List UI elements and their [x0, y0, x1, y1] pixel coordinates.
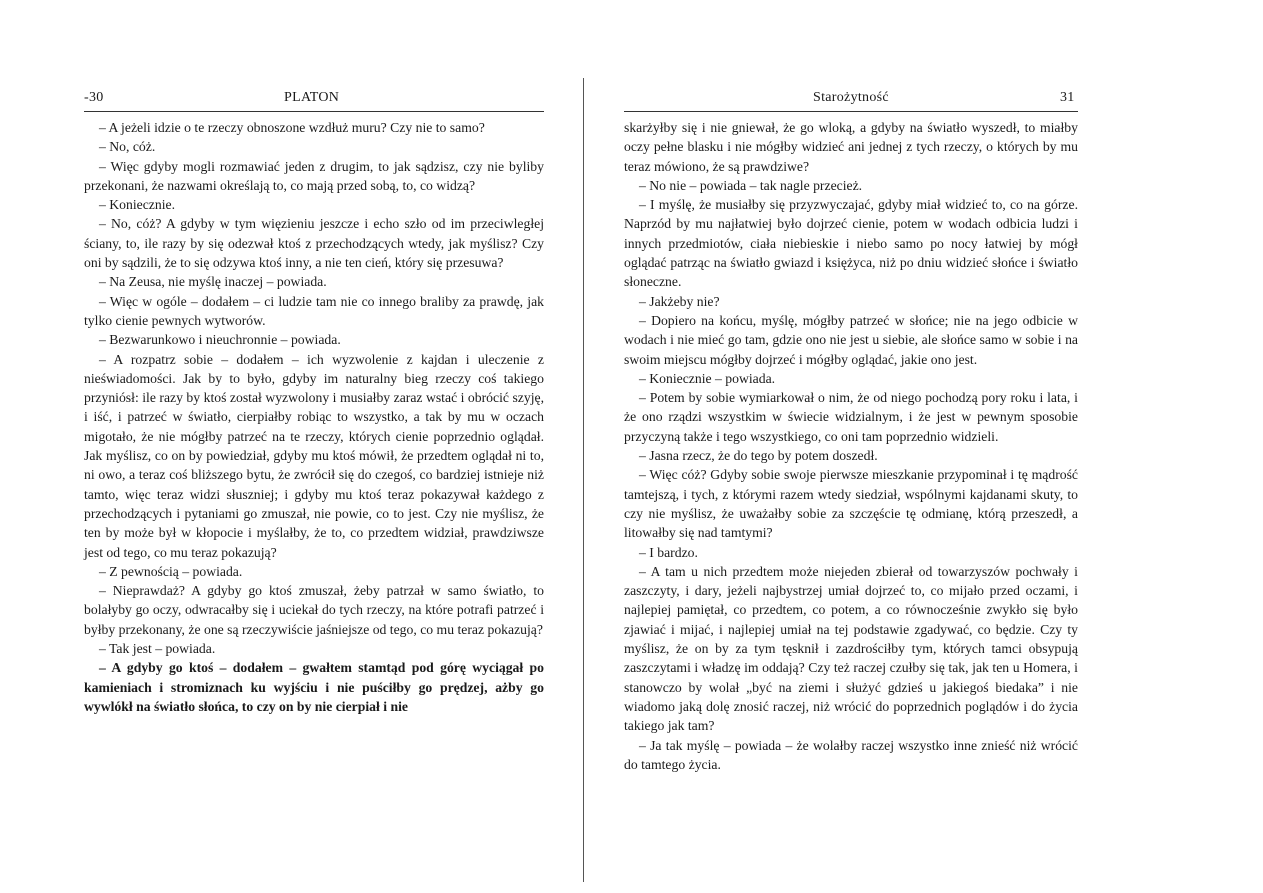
running-head-right: Starożytność	[813, 90, 889, 105]
paragraph: – No nie – powiada – tak nagle przecież.	[639, 177, 863, 193]
book-gutter	[583, 78, 584, 882]
paragraph: skarżyłby się i nie gniewał, że go wloką, a gdyby na światło wyszedł, to miałby oczy pełne blasku i nie mógłby widzieć ani jednej z tych rzeczy, o których by mu teraz mówiono, że są prawdziwe?	[624, 120, 1078, 174]
paragraph: – Nieprawdaż? A gdyby go ktoś zmuszał, żeby patrzał w samo światło, to bolałyby go oczy, odwracałby się i uciekał do tych rzeczy, na które potrafi patrzeć i byłby przekonany, że one są rzeczywiście jaśniejsze od tego, co mu teraz pokazują?	[84, 583, 544, 637]
left-page-text	[84, 118, 544, 716]
paragraph: – Bezwarunkowo i nieuchronnie – powiada.	[99, 332, 341, 348]
paragraph: – Więc w ogóle – dodałem – ci ludzie tam nie co innego braliby za prawdę, jak tylko cienie pewnych wytworów.	[84, 293, 544, 328]
paragraph: – Jakżeby nie?	[639, 293, 720, 309]
paragraph: – Potem by sobie wymiarkował o nim, że od niego pochodzą pory roku i lata, i że ono rządzi wszystkim w świecie widzialnym, i że jest w pewnym sposobie przyczyną także i tego wszystkiego, co oni tam poprzednio widzieli.	[624, 390, 1078, 444]
paragraph: – Więc gdyby mogli rozmawiać jeden z drugim, to jak sądzisz, czy nie byliby przekonani, że nazwami określają to, co mają przed sobą, to, co widzą?	[84, 158, 544, 193]
right-page-text	[624, 118, 1078, 774]
paragraph: – No, cóż.	[99, 139, 156, 155]
paragraph: – Z pewnością – powiada.	[99, 563, 243, 579]
paragraph: – I myślę, że musiałby się przyzwyczajać, gdyby miał widzieć to, co na górze. Naprzód by mu najłatwiej było dojrzeć cienie, potem w wodach odbicia ludzi i innych przedmiotów, ciała niebieskie i niebo samo po nocy łatwiej by mógł oglądać patrząc na światło gwiazd i księżyca, niż po dniu widzieć słońce i światło słoneczne.	[624, 197, 1078, 290]
header-rule-left	[84, 111, 544, 112]
header-rule-right	[624, 111, 1078, 112]
paragraph: – Jasna rzecz, że do tego by potem doszedł.	[639, 448, 878, 464]
paragraph: – No, cóż? A gdyby w tym więzieniu jeszcze i echo szło od im przeciwległej ściany, to, ile razy by się odezwał ktoś z przechodzących wtedy, jak myślisz? Czy oni by sądzili, że to się odzywa ktoś inny, a nie ten cień, który się przesuwa?	[84, 216, 544, 271]
paragraph: – A tam u nich przedtem może niejeden zbierał od towarzyszów pochwały i zaszczyty, i dary, jeżeli najbystrzej umiał dojrzeć to, co mijało przed oczami, i najlepiej pamiętał, co przedtem, co potem, a co równocześnie zwykło się było zjawiać i mijać, i najlepiej umiał na tej podstawie zgadywać, co będzie. Czy ty myślisz, że on by za tym tęsknił i zazdrościłby tym, których tamci obsypują zaszczytami i władzę im oddają? Czy też raczej czułby się tak, jak ten u Homera, i stanowczo by wolał „być na ziemi i służyć gdzieś u jakiegoś biedaka” i nie wiadomo jaką dolę znosić raczej, niż wrócić do poprzednich poglądów i do życia takiego jak tam?	[624, 563, 1078, 734]
paragraph: – Więc cóż? Gdyby sobie swoje pierwsze mieszkanie przypominał i tę mądrość tamtejszą, i tych, z którymi razem wtedy siedział, wspólnymi kajdanami skuty, to czy nie myślisz, że uważałby sobie za szczęście tę odmianę, którą przeszedł, a litowałby się nad tamtymi?	[624, 467, 1078, 541]
paragraph: – I bardzo.	[639, 544, 698, 560]
paragraph: – Dopiero na końcu, myślę, mógłby patrzeć w słońce; nie na jego odbicie w wodach i nie mieć go tam, gdzie ono nie jest u siebie, ale słońce samo w sobie i na swoim miejscu mógłby dojrzeć i mógłby oglądać, jakie ono jest.	[624, 312, 1078, 367]
paragraph: – Ja tak myślę – powiada – że wolałby raczej wszystko inne znieść niż wrócić do tamtego życia.	[624, 737, 1078, 772]
paragraph: – Koniecznie – powiada.	[639, 370, 776, 386]
paragraph: – Na Zeusa, nie myślę inaczej – powiada.	[99, 274, 327, 290]
paragraph: – A jeżeli idzie o te rzeczy obnoszone wzdłuż muru? Czy nie to samo?	[99, 120, 485, 135]
page-number-left: -30	[84, 90, 104, 105]
paragraph: – Tak jest – powiada.	[99, 641, 216, 657]
page-number-right: 31	[1060, 90, 1075, 105]
running-head-left: PLATON	[284, 90, 340, 105]
paragraph: – A rozpatrz sobie – dodałem – ich wyzwolenie z kajdan i uleczenie z nieświadomości. Jak by to było, gdyby im naturalny bieg rzeczy coś takiego przyniósł: ile razy by ktoś został wyzwolony i musiałby zaraz wstać i obrócić szyję, i iść, i patrzeć w światło, cierpiałby robiąc to wszystko, a tak by mu w oczach migotało, że nie mógłby patrzeć na te rzeczy, których cienie poprzednio oglądał. Jak myślisz, co on by powiedział, gdyby mu ktoś mówił, że przedtem oglądał ni to, ni owo, a teraz coś bliższego bytu, że zwrócił się do czegoś, co bardziej istnieje niż tamto, więc teraz widzi słuszniej; i gdyby mu ktoś teraz pokazywał każdego z przechodzących i pytaniami go zmuszał, nie powie, co to jest. Czy nie myślisz, że ten by może był w kłopocie i myślałby, że to, co przedtem widział, prawdziwsze jest od tego, co mu teraz pokazują?	[84, 351, 544, 560]
left-page	[0, 0, 582, 893]
right-page	[586, 0, 1263, 893]
paragraph: – A gdyby go ktoś – dodałem – gwałtem stamtąd pod górę wyciągał po kamieniach i stromiznach ku wyjściu i nie puściłby go prędzej, ażby go wywlókł na światło słońca, to czy on by nie cierpiał i nie	[84, 660, 544, 714]
paragraph: – Koniecznie.	[99, 197, 176, 213]
